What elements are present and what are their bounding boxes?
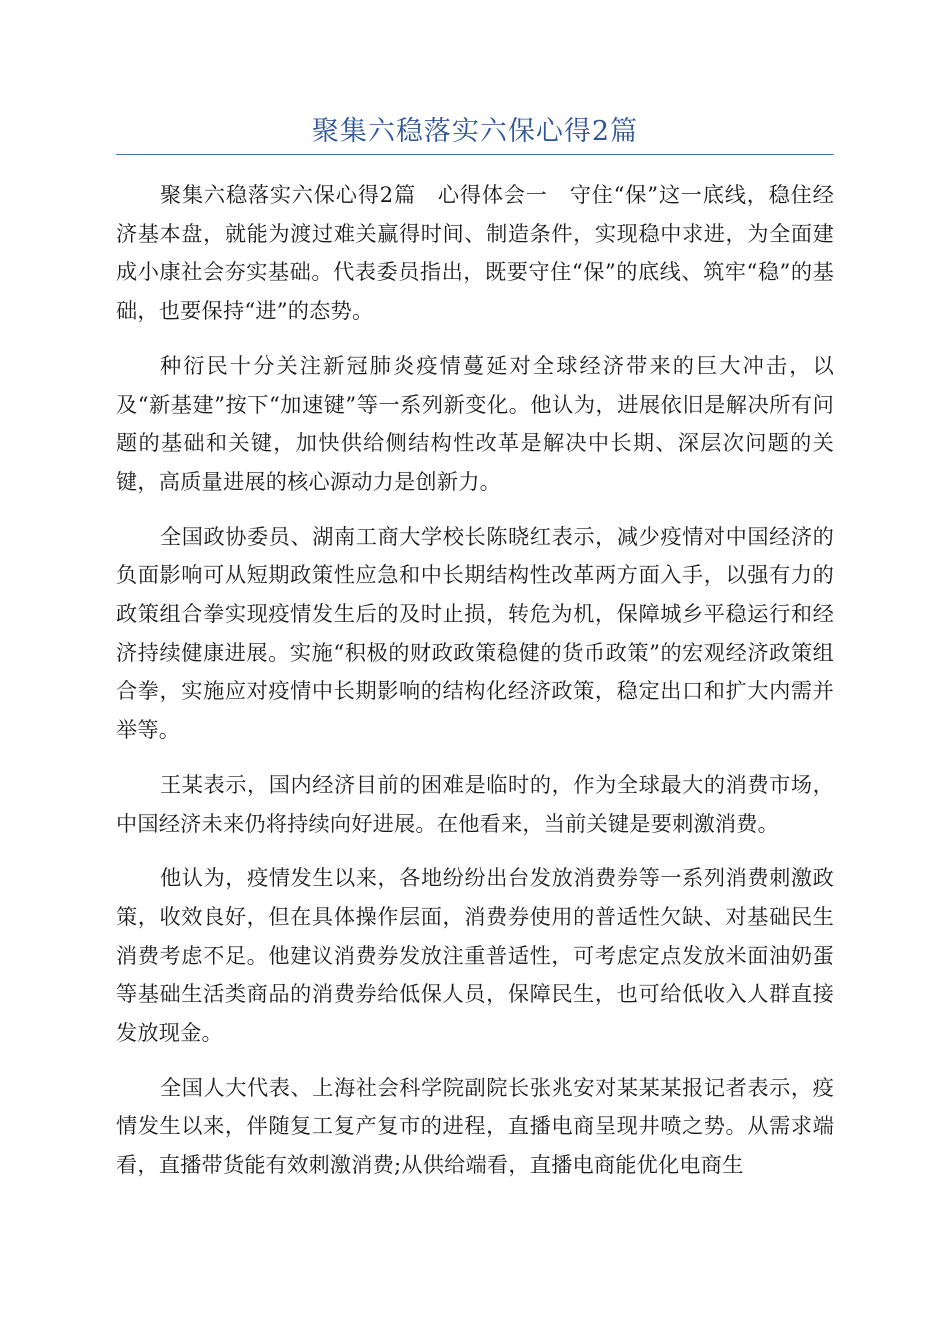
paragraph: 种衍民十分关注新冠肺炎疫情蔓延对全球经济带来的巨大冲击，以及“新基建”按下“加速键”等一系列新变化。他认为，进展依旧是解决所有问题的基础和关键，加快供给侧结构性改革是解决中长期、深层次问题的关键，高质量进展的核心源动力是创新力。 [116, 352, 834, 494]
paragraph: 全国政协委员、湖南工商大学校长陈晓红表示，减少疫情对中国经济的负面影响可从短期政策性应急和中长期结构性改革两方面入手，以强有力的政策组合拳实现疫情发生后的及时止损，转危为机，保障城乡平稳运行和经济持续健康进展。实施“积极的财政政策稳健的货币政策”的宏观经济政策组合拳，实施应对疫情中长期影响的结构化经济政策，稳定出口和扩大内需并举等。 [116, 523, 834, 743]
document-title: 聚集六稳落实六保心得2篇 [311, 116, 639, 147]
paragraph: 全国人大代表、上海社会科学院副院长张兆安对某某某报记者表示，疫情发生以来，伴随复工复产复市的进程，直播电商呈现井喷之势。从需求端看，直播带货能有效刺激消费;从供给端看，直播电商能优化电商生 [116, 1074, 834, 1178]
paragraph: 聚集六稳落实六保心得2篇 心得体会一 守住“保”这一底线，稳住经济基本盘，就能为渡过难关赢得时间、制造条件，实现稳中求进，为全面建成小康社会夯实基础。代表委员指出，既要守住“保”的底线、筑牢“稳”的基础，也要保持“进”的态势。 [116, 182, 834, 324]
document-body [116, 176, 834, 1201]
paragraph: 他认为，疫情发生以来，各地纷纷出台发放消费券等一系列消费刺激政策，收效良好，但在具体操作层面，消费券使用的普适性欠缺、对基础民生消费考虑不足。他建议消费券发放注重普适性，可考虑定点发放米面油奶蛋等基础生活类商品的消费券给低保人员，保障民生，也可给低收入人群直接发放现金。 [116, 865, 834, 1046]
paragraph: 王某表示，国内经济目前的困难是临时的，作为全球最大的消费市场，中国经济未来仍将持续向好进展。在他看来，当前关键是要刺激消费。 [116, 771, 834, 836]
title-underline [116, 154, 834, 155]
